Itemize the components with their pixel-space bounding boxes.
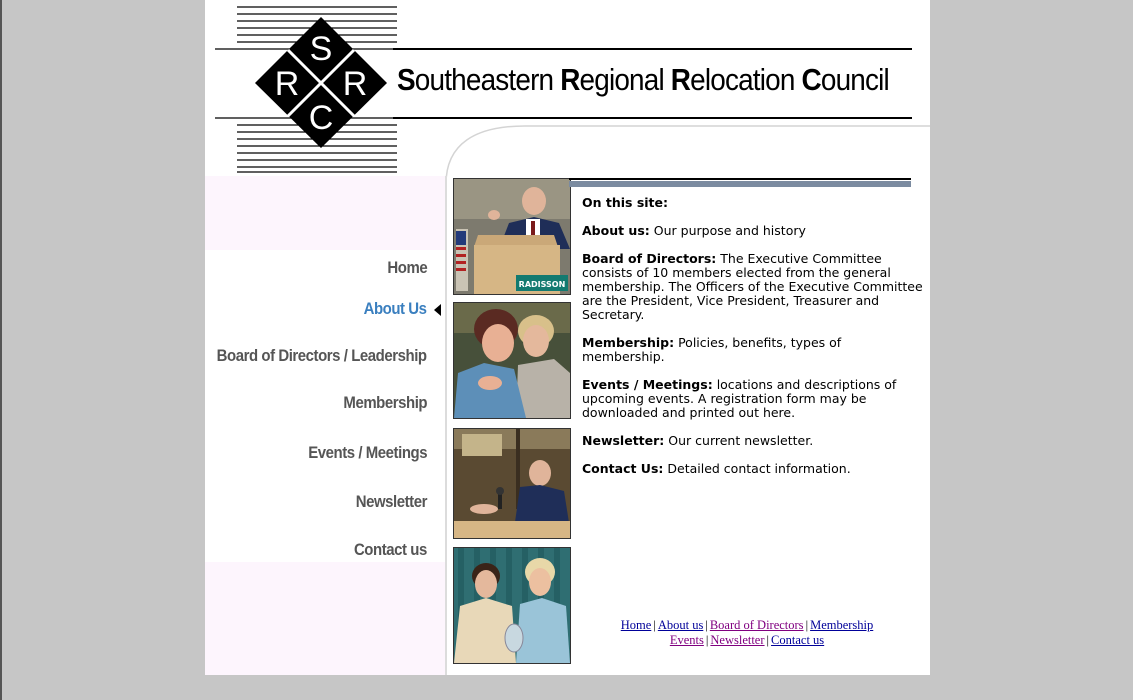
title-word: outheastern (414, 62, 561, 97)
footer-link-events[interactable]: Events (669, 633, 704, 647)
nav-contact-us[interactable]: Contact us (354, 540, 427, 559)
footer-link-contact-us[interactable]: Contact us (771, 633, 825, 647)
section-term: Events / Meetings: (582, 377, 713, 392)
section-term: About us: (582, 223, 650, 238)
section-text: locations and descriptions of upcoming events. A registration form may be downloaded and printed out here. (582, 377, 897, 420)
nav-membership[interactable]: Membership (343, 393, 427, 412)
nav-board-of-directors[interactable]: Board of Directors / Leadership (217, 346, 427, 365)
title-word: egional (579, 62, 671, 97)
site-title (397, 62, 889, 98)
photo-award-presentation (453, 547, 571, 664)
logo-letter-top: S (309, 30, 333, 68)
section-newsletter (582, 434, 927, 448)
nav-events-meetings[interactable]: Events / Meetings (308, 443, 427, 462)
window-edge (0, 0, 2, 700)
header-rule-top (393, 48, 912, 50)
section-term: Membership: (582, 335, 675, 350)
content-rule (569, 178, 911, 180)
header-curve (445, 124, 930, 184)
section-term: Newsletter: (582, 433, 665, 448)
logo-letter-bottom: C (308, 99, 334, 137)
section-about (582, 224, 927, 238)
footer-link-board-of-directors[interactable]: Board of Directors (709, 618, 804, 632)
podium-sign: RADISSON (518, 280, 566, 289)
section-text: Detailed contact information. (667, 461, 851, 476)
title-word: ouncil (820, 62, 889, 97)
content-body (582, 196, 927, 490)
active-arrow-icon (434, 304, 441, 316)
section-text: Our purpose and history (653, 223, 806, 238)
footer-links: Home | About us | Board of Directors | Membership Events | Newsletter | Contact us (620, 618, 874, 647)
nav-divider (445, 176, 447, 675)
photo-speaker-microphone (453, 428, 571, 539)
logo-letter-left: R (274, 65, 300, 103)
title-initial: C (801, 62, 821, 97)
section-term: Contact Us: (582, 461, 664, 476)
nav-home[interactable]: Home (387, 258, 427, 277)
title-initial: R (670, 62, 691, 97)
footer-link-home[interactable]: Home (620, 618, 652, 632)
section-term: Board of Directors: (582, 251, 717, 266)
section-events (582, 378, 927, 420)
nav-about-us[interactable]: About Us (364, 299, 427, 318)
nav-newsletter[interactable]: Newsletter (355, 492, 427, 511)
header-rule-bottom (393, 117, 912, 119)
page (205, 0, 930, 675)
content-heading: On this site: (582, 195, 669, 210)
footer-link-about-us[interactable]: About us (657, 618, 704, 632)
section-board (582, 252, 927, 322)
section-text: Policies, benefits, types of membership. (582, 335, 842, 364)
section-text: The Executive Committee consists of 10 members elected from the general membership. The Officers of the Executive Committee are the President, Vice President, Treasurer and Secretary. (582, 251, 923, 322)
footer-link-membership[interactable]: Membership (810, 618, 874, 632)
srrc-logo (215, 0, 405, 176)
section-contact (582, 462, 927, 476)
logo-letter-right: R (342, 65, 368, 103)
title-initial: S (397, 62, 415, 97)
photo-speaker-podium (453, 178, 571, 295)
photo-two-women (453, 302, 571, 419)
title-initial: R (560, 62, 580, 97)
content-bar (569, 181, 911, 187)
section-text: Our current newsletter. (668, 433, 814, 448)
section-membership (582, 336, 927, 364)
footer-link-newsletter[interactable]: Newsletter (710, 633, 765, 647)
title-word: elocation (690, 62, 802, 97)
